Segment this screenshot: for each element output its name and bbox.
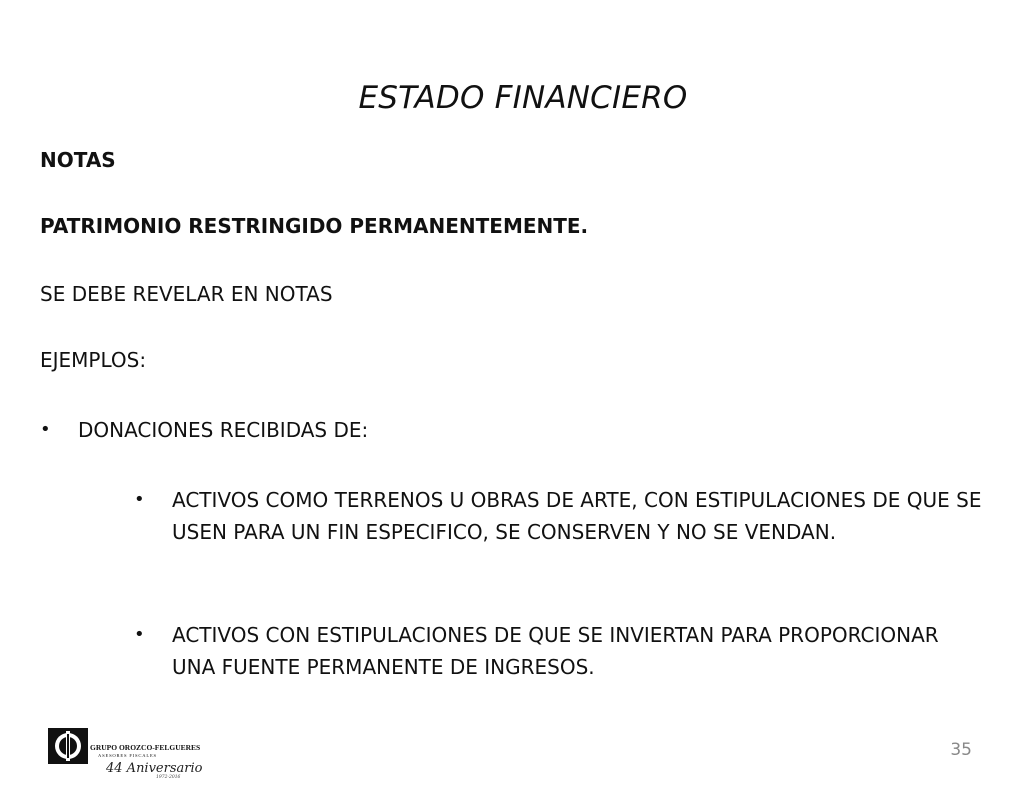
notas-heading: NOTAS (40, 148, 116, 172)
svg-text:ASESORES FISCALES: ASESORES FISCALES (98, 753, 157, 758)
bullet-donaciones: DONACIONES RECIBIDAS DE: (78, 418, 369, 442)
bullet-marker: • (40, 419, 51, 440)
sub-bullet-activos-inversion: ACTIVOS CON ESTIPULACIONES DE QUE SE INVIERTAN PARA PROPORCIONAR UNA FUENTE PERMANENTE DE INGRESOS. (172, 623, 939, 679)
slide-title: ESTADO FINANCIERO (358, 80, 688, 116)
svg-text:1972-2016: 1972-2016 (156, 775, 181, 780)
sub-bullet-marker: • (134, 489, 145, 510)
ejemplos-text: EJEMPLOS: (40, 348, 147, 372)
sub-bullet-marker: • (134, 624, 145, 645)
company-logo (46, 720, 206, 780)
sub-bullet-activos-terrenos: ACTIVOS COMO TERRENOS U OBRAS DE ARTE, CON ESTIPULACIONES DE QUE SE USEN PARA UN FIN ESPECIFICO, SE CONSERVEN Y NO SE VENDAN. (172, 488, 982, 544)
patrimonio-heading: PATRIMONIO RESTRINGIDO PERMANENTEMENTE. (40, 214, 589, 238)
page-number: 35 (950, 740, 972, 760)
svg-text:44 Aniversario: 44 Aniversario (106, 761, 203, 776)
revelar-text: SE DEBE REVELAR EN NOTAS (40, 282, 333, 306)
svg-text:GRUPO OROZCO-FELGUERES: GRUPO OROZCO-FELGUERES (90, 743, 201, 752)
